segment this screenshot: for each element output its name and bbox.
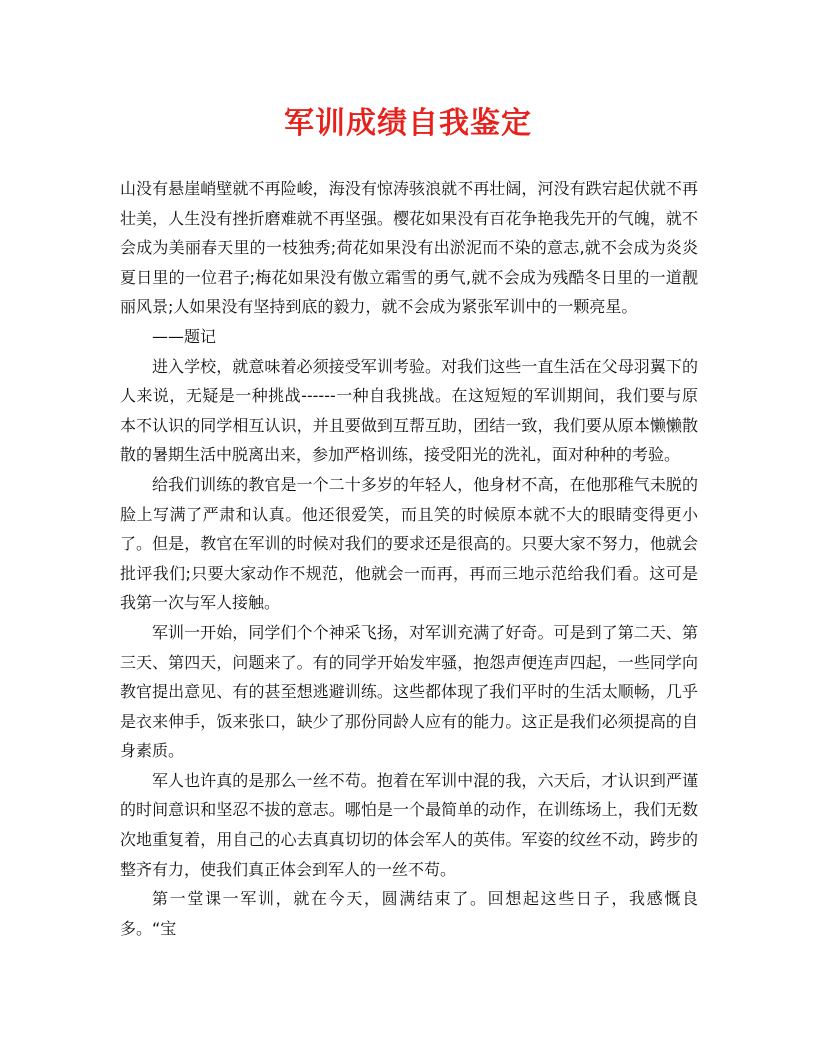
document-title: 军训成绩自我鉴定	[284, 106, 532, 141]
paragraph-epigraph-note: ——题记	[152, 326, 217, 346]
paragraph-first-lesson: 第一堂课一军训，就在今天，圆满结束了。回想起这些日子，我感慨良多。“宝	[120, 889, 698, 938]
paragraph-intro: 山没有悬崖峭壁就不再险峻，海没有惊涛骇浪就不再壮阔，河没有跌宕起伏就不再壮美，人生没有挫折磨难就不再坚强。樱花如果没有百花争艳我先开的气魄，就不会成为美丽春天里的一枝独秀;荷花如果没有出淤泥而不染的意志,就不会成为炎炎夏日里的一位君子;梅花如果没有傲立霜雪的勇气,就不会成为残酷冬日里的一道靓丽风景;人如果没有坚持到底的毅力，就不会成为紧张军训中的一颗亮星。	[120, 179, 698, 317]
paragraph-training-start: 军训一开始，同学们个个神采飞扬，对军训充满了好奇。可是到了第二天、第三天、第四天，问题来了。有的同学开始发牢骚，抱怨声便连声四起，一些同学向教官提出意见、有的甚至想逃避训练。这些都体现了我们平时的生活太顺畅，几乎是衣来伸手，饭来张口，缺少了那份同龄人应有的能力。这正是我们必须提高的自身素质。	[120, 622, 698, 761]
document-body	[120, 174, 698, 943]
paragraph-entering-school: 进入学校，就意味着必须接受军训考验。对我们这些一直生活在父母羽翼下的人来说，无疑是一种挑战------一种自我挑战。在这短短的军训期间，我们要与原本不认识的同学相互认识，并且要做到互帮互助，团结一致，我们要从原本懒懒散散的暑期生活中脱离出来，参加严格训练，接受阳光的洗礼，面对种种的考验。	[120, 356, 698, 465]
paragraph-instructor: 给我们训练的教官是一个二十多岁的年轻人，他身材不高，在他那稚气未脱的脸上写满了严肃和认真。他还很爱笑，而且笑的时候原本就不大的眼睛变得更小了。但是，教官在军训的时候对我们的要求还是很高的。只要大家不努力，他就会批评我们;只要大家动作不规范，他就会一而再，再而三地示范给我们看。这可是我第一次与军人接触。	[120, 474, 698, 613]
paragraph-soldier-discipline: 军人也许真的是那么一丝不苟。抱着在军训中混的我，六天后，才认识到严谨的时间意识和坚忍不拔的意志。哪怕是一个最简单的动作，在训练场上，我们无数次地重复着，用自己的心去真真切切的体会军人的英伟。军姿的纹丝不动，跨步的整齐有力，使我们真正体会到军人的一丝不苟。	[120, 770, 698, 879]
